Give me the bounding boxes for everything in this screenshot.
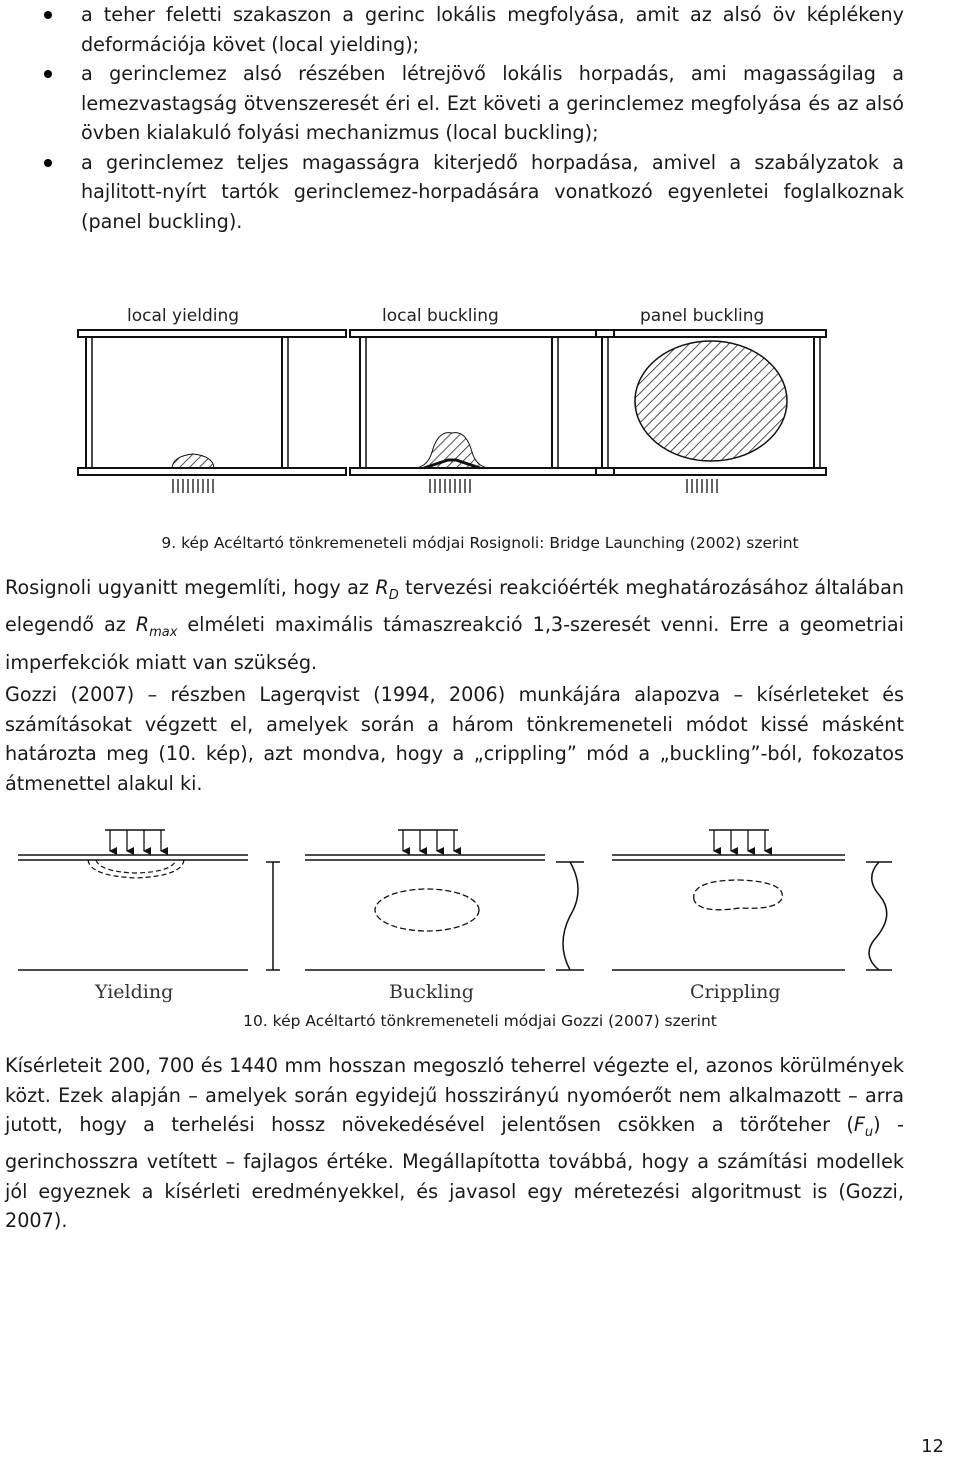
- bullet-item-panel-buckling: a gerinclemez teljes magasságra kiterjedő horpadása, amivel a szabályzatok a hajlitott-nyírt tartók gerinclemez-horpadására vonatkozó egyenletei foglalkoznak (panel buckling).: [0, 148, 904, 237]
- girder-crippling: [612, 830, 892, 970]
- label-local-buckling: local buckling: [382, 306, 499, 326]
- paragraph-gozzi: Gozzi (2007) – részben Lagerqvist (1994, 2006) munkájára alapozva – kísérleteket és számításokat végzett el, amelyek során a három tönkremeneteli módot kissé másként határozta meg (10. kép), azt mondva, hogy a „crippling” mód a „buckling”-ból, fokozatos átmenettel alakul ki.: [5, 683, 904, 795]
- label-crippling: Crippling: [690, 981, 781, 1003]
- paragraph-rosignoli: Rosignoli ugyanitt megemlíti, hogy az $R_D$ tervezési reakcióérték meghatározásához általában elegendő az $R_{max}$ elméleti maximális támaszreakció 1,3-szeresét venni. Erre a geometriai imperfekciók miatt van szükség.: [5, 576, 904, 674]
- paragraph-experiments: Kísérleteit 200, 700 és 1440 mm hosszan megoszló teherrel végezte el, azonos körülmények közt. Ezek alapján – amelyek során egyidejű hosszirányú nyomóerőt nem alkalmazott – arra jutott, hogy a terhelési hossz növekedésével jelentősen csökken a törőteher $(F_u)$ - gerinchosszra vetített – fajlagos értéke. Megállapította továbbá, hogy a számítási modellek jól egyeznek a kísérleti eredményekkel, és javasol egy méretezési algoritmust is (Gozzi, 2007).: [5, 1054, 904, 1233]
- bullet-list: [0, 0, 904, 236]
- bullet-item-local-buckling: a gerinclemez alsó részében létrejövő lokális horpadás, ami magasságilag a lemezvastagság ötvenszeresét éri el. Ezt követi a gerinclemez megfolyása és az alsó övben kialakuló folyási mechanizmus (local buckling);: [0, 59, 904, 148]
- label-buckling: Buckling: [389, 981, 474, 1003]
- girder-local-yielding: [78, 330, 346, 493]
- label-panel-buckling: panel buckling: [640, 306, 765, 326]
- bullet-item-local-yielding: a teher feletti szakaszon a gerinc lokális megfolyása, amit az alsó öv képlékeny deformációja követ (local yielding);: [0, 0, 904, 59]
- girder-panel-buckling: [596, 330, 826, 493]
- figure-gozzi-failure-modes: [0, 820, 960, 1010]
- girder-yielding: [18, 830, 280, 970]
- girder-buckling: [305, 830, 584, 970]
- label-local-yielding: local yielding: [127, 306, 240, 326]
- bullet-dot: [44, 70, 52, 78]
- figure-10-caption: 10. kép Acéltartó tönkremeneteli módjai Gozzi (2007) szerint: [243, 1012, 717, 1030]
- bullet-dot: [44, 159, 52, 167]
- label-yielding: Yielding: [95, 981, 174, 1003]
- bullet-dot: [44, 11, 52, 19]
- figure-9-caption: 9. kép Acéltartó tönkremeneteli módjai Rosignoli: Bridge Launching (2002) szerint: [161, 534, 799, 552]
- figure-rosignoli-failure-modes: [0, 290, 960, 510]
- girder-local-buckling: [350, 330, 614, 493]
- page-number: 12: [921, 1436, 944, 1457]
